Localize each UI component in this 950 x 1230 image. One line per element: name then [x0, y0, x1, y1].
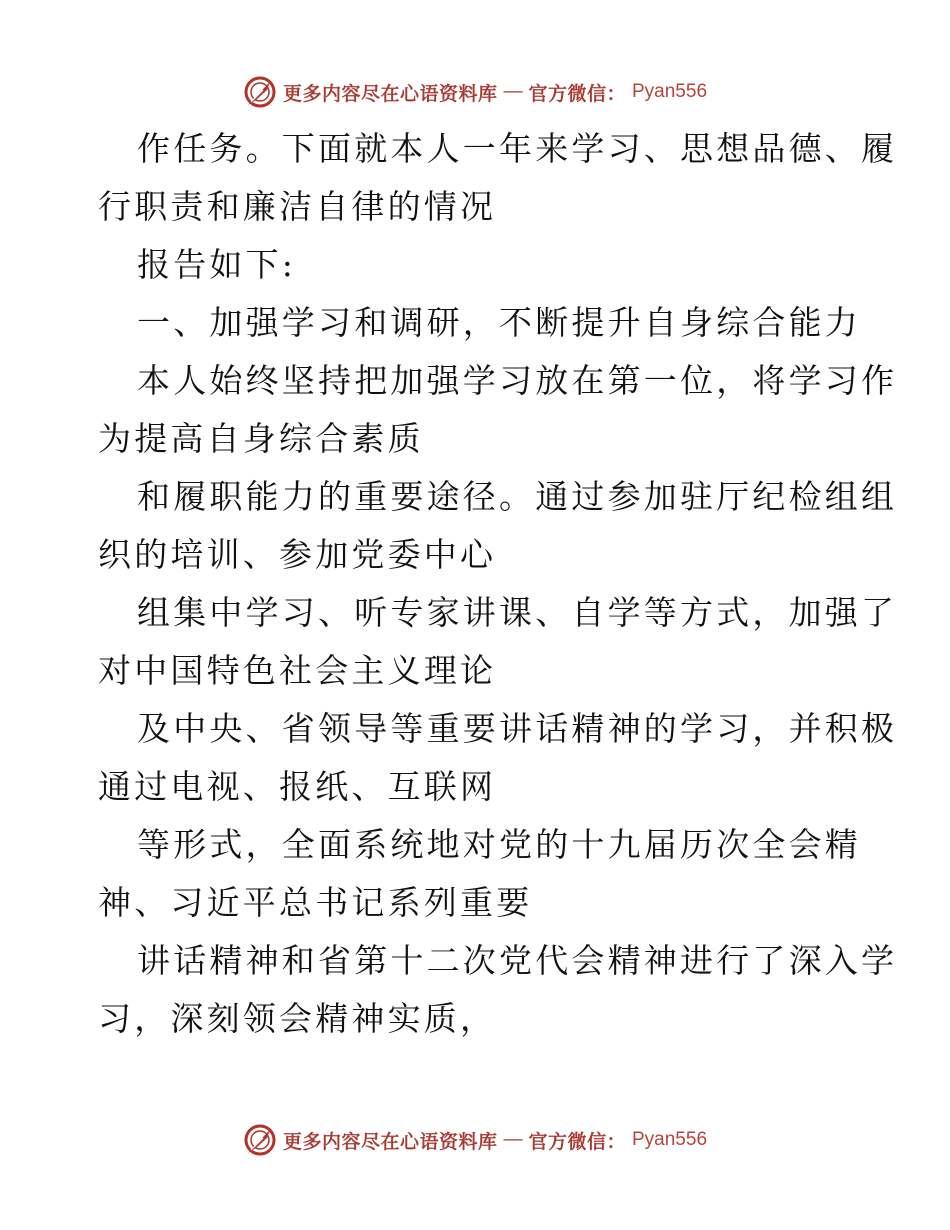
watermark-wechat-id: Pyan556 [632, 1129, 708, 1150]
paragraph-line: 本人始终坚持把加强学习放在第一位，将学习作 [137, 361, 898, 400]
feather-pen-logo-icon [243, 75, 277, 109]
paragraph-line: 报告如下: [137, 245, 297, 284]
paragraph-line: 为提高自身综合素质 [98, 419, 424, 458]
watermark-brand-text: 更多内容尽在心语资料库 [282, 82, 498, 105]
watermark-brand-text: 更多内容尽在心语资料库 [282, 1130, 498, 1153]
paragraph-line: 通过电视、报纸、互联网 [98, 767, 497, 806]
paragraph-line: 织的培训、参加党委中心 [98, 535, 497, 574]
header-watermark [0, 72, 950, 112]
feather-pen-logo-icon [243, 1123, 277, 1157]
watermark-separator: — [503, 1129, 523, 1150]
paragraph-line: 对中国特色社会主义理论 [98, 651, 497, 690]
paragraph-line: 作任务。下面就本人一年来学习、思想品德、履 [137, 129, 898, 168]
section-heading: 一、加强学习和调研，不断提升自身综合能力 [137, 303, 861, 342]
paragraph-line: 和履职能力的重要途径。通过参加驻厅纪检组组 [137, 477, 898, 516]
watermark-separator: — [503, 81, 523, 102]
paragraph-line: 等形式，全面系统地对党的十九届历次全会精 [137, 825, 861, 864]
watermark-wechat-label: 官方微信： [528, 82, 626, 105]
paragraph-line: 讲话精神和省第十二次党代会精神进行了深入学 [137, 941, 898, 980]
watermark-wechat-id: Pyan556 [632, 81, 708, 102]
paragraph-line: 组集中学习、听专家讲课、自学等方式，加强了 [137, 593, 898, 632]
footer-watermark [0, 1120, 950, 1160]
paragraph-line: 及中央、省领导等重要讲话精神的学习，并积极 [137, 709, 898, 748]
paragraph-line: 习，深刻领会精神实质， [98, 999, 497, 1038]
paragraph-line: 神、习近平总书记系列重要 [98, 883, 533, 922]
watermark-wechat-label: 官方微信： [528, 1130, 626, 1153]
paragraph-line: 行职责和廉洁自律的情况 [98, 187, 497, 226]
